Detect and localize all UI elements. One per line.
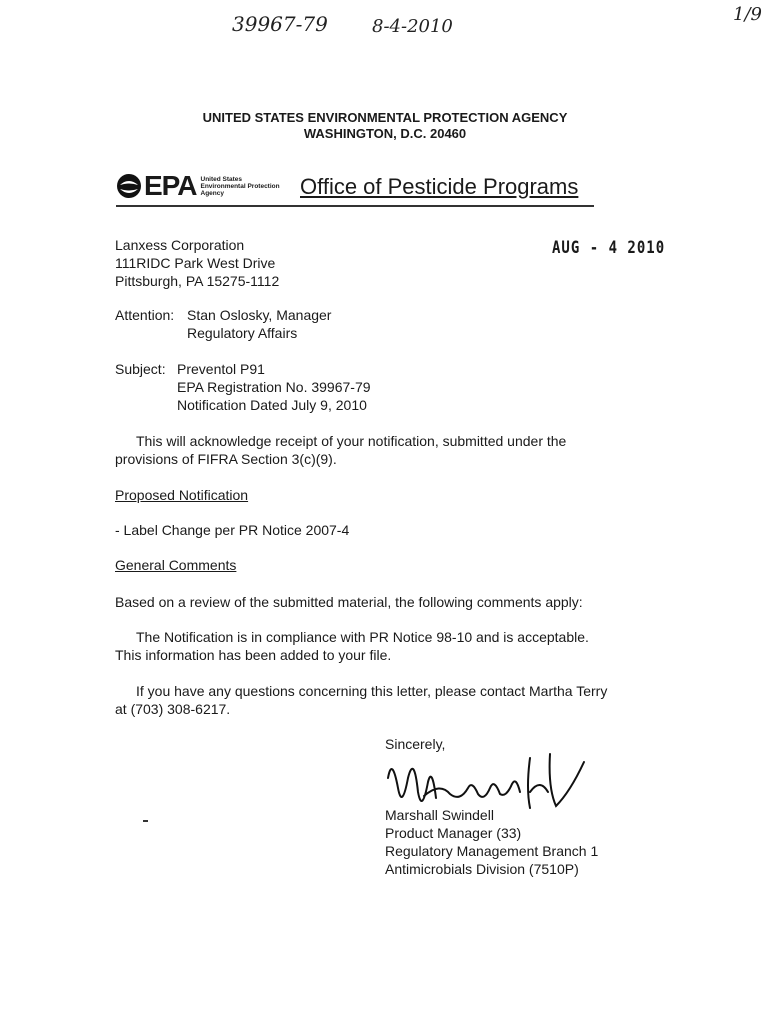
addressee-block (115, 236, 279, 290)
subject-line3: Notification Dated July 9, 2010 (177, 397, 367, 413)
addressee-street: 111RIDC Park West Drive (115, 255, 276, 271)
epa-logo (116, 170, 280, 202)
sincerely: Sincerely, (385, 736, 446, 752)
general-heading: General Comments (115, 557, 237, 573)
handwritten-date: 8-4-2010 (372, 16, 453, 37)
epa-agency-label: United States Environmental Protection Agency (200, 175, 280, 197)
handwritten-page-number: 1/9 (733, 4, 762, 25)
signatory-branch: Regulatory Management Branch 1 (385, 843, 599, 859)
questions-line2: at (703) 308-6217. (115, 701, 231, 717)
signatory-name: Marshall Swindell (385, 807, 494, 823)
compliance-line1: The Notification is in compliance with PR Notice 98-10 and is acceptable. (136, 629, 589, 645)
review-text: Based on a review of the submitted material, the following comments apply: (115, 594, 583, 610)
epa-wordmark: EPA (144, 170, 197, 201)
addressee-city: Pittsburgh, PA 15275-1112 (115, 273, 280, 289)
epa-flower-icon (116, 173, 142, 199)
header-rule (116, 205, 594, 207)
proposed-item: - Label Change per PR Notice 2007-4 (115, 522, 350, 538)
scan-mark (143, 820, 148, 822)
subject-block (177, 360, 371, 414)
date-stamp: AUG - 4 2010 (552, 238, 666, 258)
subject-line1: Preventol P91 (177, 361, 265, 377)
attention-line2: Regulatory Affairs (187, 325, 298, 341)
attention-label: Attention: (115, 307, 175, 323)
proposed-heading: Proposed Notification (115, 487, 249, 503)
signatory-block (385, 806, 598, 878)
ack-line2: provisions of FIFRA Section 3(c)(9). (115, 451, 337, 467)
agency-name: UNITED STATES ENVIRONMENTAL PROTECTION AGENCY (202, 110, 568, 125)
attention-line1: Stan Oslosky, Manager (187, 307, 332, 323)
office-title: Office of Pesticide Programs (300, 174, 579, 199)
addressee-name: Lanxess Corporation (115, 237, 245, 253)
signatory-title: Product Manager (33) (385, 825, 522, 841)
subject-line2: EPA Registration No. 39967-79 (177, 379, 371, 395)
attention-block (187, 306, 331, 342)
questions-line1: If you have any questions concerning this letter, please contact Martha Terry (136, 683, 608, 699)
agency-city: WASHINGTON, D.C. 20460 (303, 126, 467, 141)
compliance-line2: This information has been added to your file. (115, 647, 392, 663)
ack-line1: This will acknowledge receipt of your notification, submitted under the (136, 433, 567, 449)
subject-label: Subject: (115, 361, 166, 377)
signatory-division: Antimicrobials Division (7510P) (385, 861, 579, 877)
handwritten-doc-number: 39967-79 (232, 12, 328, 36)
